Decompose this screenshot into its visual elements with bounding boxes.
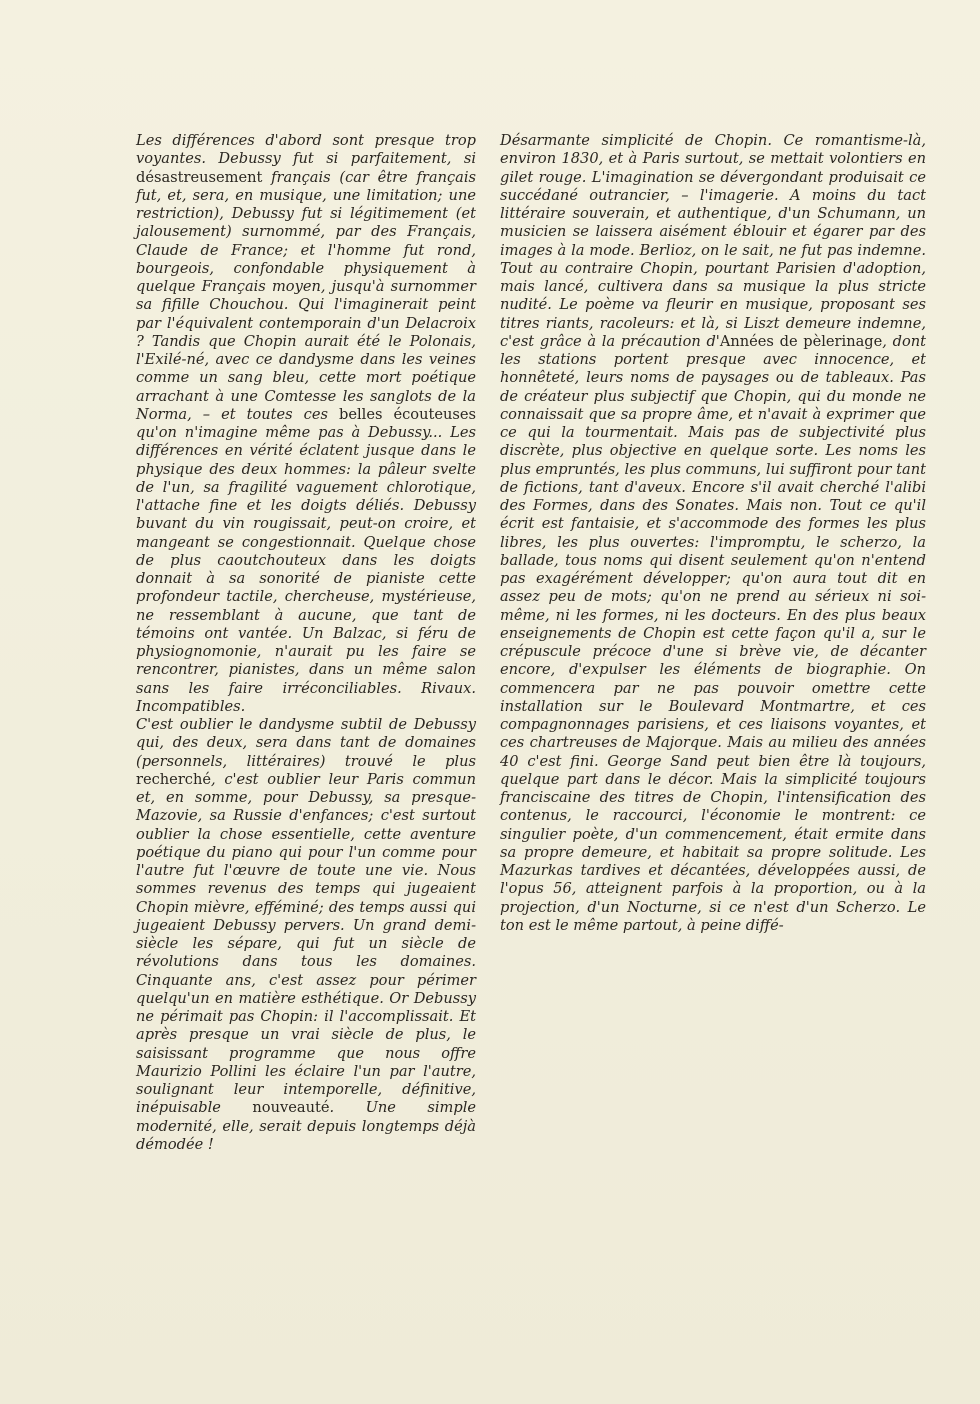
right-text-segment: Désarmante simplicité de Chopin. Ce romantisme-là, environ 1830, et à Paris surtout, se mettait volontiers en gilet rouge. L'imagination se dévergondant produisait ce succédané outrancier, – l'imagerie. A moins du tact littéraire souverain, et authentique, d'un Schumann, un musicien se laissera aisément éblouir et égarer par des images à la mode. Berlioz, on le sait, ne fut pas indemne. Tout au contraire Chopin, pourtant Parisien d'adoption, mais lancé, cultivera dans sa musique la plus stricte nudité. Le poème va fleurir en musique, proposant ses titres riants, racoleurs: et là, si Liszt demeure indemne, c'est grâce à la précaution d' <box>500 132 926 350</box>
left-text-segment: , c'est oublier leur Paris commun et, en somme, pour Debussy, sa presque-Mazovie, sa Russie d'enfances; c'est surtout oublier la chose essentielle, cette aventure poétique du piano qui pour l'un comme pour l'autre fut l'œuvre de toute une vie. Nous sommes revenus des temps qui jugeaient Chopin mièvre, efféminé; des temps aussi qui jugeaient Debussy pervers. Un grand demi-siècle les sépare, qui fut un siècle de révolutions dans tous les domaines. Cinquante ans, c'est assez pour périmer quelqu'un en matière esthétique. Or Debussy ne périmait pas Chopin: il l'accomplissait. Et après presque un vrai siècle de plus, le saisissant programme que nous offre Maurizio Pollini les éclaire l'un par l'autre, soulignant leur intemporelle, définitive, inépuisable <box>136 770 476 1117</box>
left-text-segment: nouveauté <box>252 1099 330 1117</box>
left-text-segment: Les différences d'abord sont presque trop voyantes. Debussy fut si parfaitement, si <box>136 132 476 168</box>
left-paragraph <box>136 716 476 1154</box>
left-column <box>136 132 476 1154</box>
left-text-segment: . Une simple modernité, elle, serait depuis longtemps déjà démodée ! <box>136 1099 476 1153</box>
right-text-segment: , dont les stations portent presque avec innocence, et honnêteté, leurs noms de paysages ou de tableaux. Pas de créateur plus subjectif que Chopin, qui du monde ne connaissait que sa propre âme, et n'avait à exprimer que ce qui la tourmentait. Mais pas de subjectivité plus discrète, plus objective en quelque sorte. Les noms les plus empruntés, les plus communs, lui suffiront pour tant de fictions, tant d'aveux. Encore s'il avait cherché l'alibi des Formes, dans des Sonates. Mais non. Tout ce qu'il écrit est fantaisie, et s'accommode des formes les plus libres, les plus ouvertes: l'impromptu, le scherzo, la ballade, tous noms qui disent seulement qu'on n'entend pas exagérément développer; qu'on aura tout dit en assez peu de mots; qu'on ne prend au sérieux ni soi-même, ni les formes, ni les docteurs. En des plus beaux enseignements de Chopin est cette façon qu'il a, sur le crépuscule précoce d'une si brève vie, de décanter encore, d'expulser les éléments de biographie. On commencera par ne pas pouvoir omettre cette installation sur le Boulevard Montmartre, et ces compagnonnages parisiens, et ces liaisons voyantes, et ces chartreuses de Majorque. Mais au milieu des années 40 c'est fini. George Sand peut bien être là toujours, quelque part dans le décor. Mais la simplicité toujours franciscaine des titres de Chopin, l'intensification des contenus, le raccourci, l'économie le montrent: ce singulier poète, d'un commencement, était ermite dans sa propre demeure, et habitait sa propre solitude. Les Mazurkas tardives et décantées, développées aussi, de l'opus 56, atteignent parfois à la proportion, ou à la projection, d'un Nocturne, si ce n'est d'un Scherzo. Le ton est le même partout, à peine diffé- <box>500 332 926 934</box>
left-text-segment: français (car être français fut, et, sera, en musique, une limitation; une restriction), Debussy fut si légitimement (et jalousement) surnommé, par des Français, Claude de France; et l'homme fut rond, bourgeois, confondable physiquement à quelque Français moyen, jusqu'à surnommer sa fifille Chouchou. Qui l'imaginerait peint par l'équivalent contemporain d'un Delacroix ? Tandis que Chopin aurait été le Polonais, l'Exilé-né, avec ce dandysme dans les veines comme un sang bleu, cette mort poétique arrachant à une Comtesse les sanglots de la Norma, – et toutes ces <box>136 168 476 423</box>
right-text-segment: Années de pèlerinage <box>719 332 883 350</box>
right-paragraph <box>500 132 926 935</box>
left-text-segment: qu'on n'imagine même pas à Debussy... Les différences en vérité éclatent jusque dans le physique des deux hommes: la pâleur svelte de l'un, sa fragilité vaguement chlorotique, l'attache fine et les doigts déliés. Debussy buvant du vin rougissait, peut-on croire, et mangeant se congestionnait. Quelque chose de plus caoutchouteux dans les doigts donnait à sa sonorité de pianiste cette profondeur tactile, chercheuse, mystérieuse, ne ressemblant à aucune, que tant de témoins ont vantée. Un Balzac, si féru de physiognomonie, n'aurait pu les faire se rencontrer, pianistes, dans un même salon sans les faire irréconciliables. Rivaux. Incompatibles. <box>136 424 476 715</box>
left-paragraph <box>136 132 476 716</box>
left-text-segment: belles écouteuses <box>339 405 476 423</box>
left-text-segment: recherché <box>136 770 212 788</box>
right-column <box>500 132 926 935</box>
left-text-segment: désastreusement <box>136 168 263 186</box>
left-text-segment: C'est oublier le dandysme subtil de Debussy qui, des deux, sera dans tant de domaines (personnels, littéraires) trouvé le plus <box>136 716 476 770</box>
